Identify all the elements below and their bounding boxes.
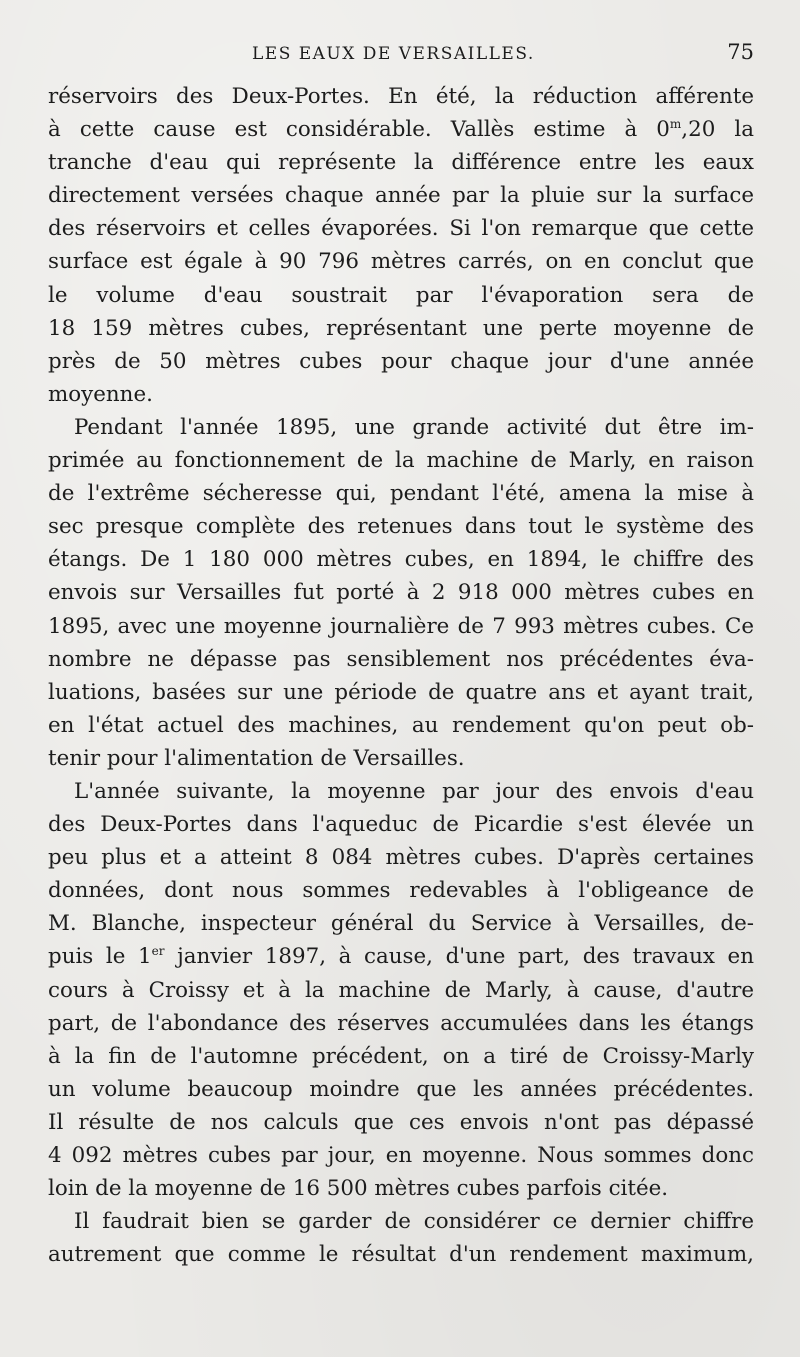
text-line: des réservoirs et celles évaporées. Si l'on remarque que cette xyxy=(48,216,754,242)
text-line: surface est égale à 90 796 mètres carrés, on en conclut que xyxy=(48,249,754,275)
text-line: Il faudrait bien se garder de considérer ce dernier chiffre xyxy=(74,1209,754,1235)
text-line: tranche d'eau qui représente la différence entre les eaux xyxy=(48,150,754,176)
text-line: de l'extrême sécheresse qui, pendant l'été, amena la mise à xyxy=(48,481,754,507)
text-line: sec presque complète des retenues dans tout le système des xyxy=(48,514,754,540)
text-line: M. Blanche, inspecteur général du Service à Versailles, de- xyxy=(48,911,754,937)
text-line: Pendant l'année 1895, une grande activité dut être im- xyxy=(74,414,754,440)
text-line: directement versées chaque année par la pluie sur la surface xyxy=(48,183,754,209)
text-line: part, de l'abondance des réserves accumulées dans les étangs xyxy=(48,1010,754,1036)
text-line: loin de la moyenne de 16 500 mètres cubes parfois citée. xyxy=(48,1176,669,1202)
paragraph xyxy=(48,80,754,411)
text-line: 4 092 mètres cubes par jour, en moyenne. Nous sommes donc xyxy=(48,1143,754,1168)
text-line: autrement que comme le résultat d'un rendement maximum, xyxy=(48,1242,754,1268)
page-header xyxy=(48,40,754,80)
text-line: puis le 1er janvier 1897, à cause, d'une part, des travaux en xyxy=(48,944,754,970)
text-line: un volume beaucoup moindre que les années précédentes. xyxy=(48,1076,754,1102)
text-line: 18 159 mètres cubes, représentant une perte moyenne de xyxy=(48,315,754,341)
paragraph xyxy=(48,775,754,1205)
superscript: m xyxy=(669,116,682,131)
text-line: près de 50 mètres cubes pour chaque jour d'une année xyxy=(48,348,754,374)
page-number: 75 xyxy=(727,40,754,64)
text-line: luations, basées sur une période de quatre ans et ayant trait, xyxy=(48,679,754,705)
superscript: er xyxy=(151,944,165,959)
text-line: réservoirs des Deux-Portes. En été, la réduction afférente xyxy=(48,84,754,109)
text-line: le volume d'eau soustrait par l'évaporation sera de xyxy=(48,282,754,308)
text-line: données, dont nous sommes redevables à l'obligeance de xyxy=(48,878,754,904)
paragraph xyxy=(48,411,754,775)
text-line: nombre ne dépasse pas sensiblement nos précédentes éva- xyxy=(48,646,754,672)
text-line: primée au fonctionnement de la machine de Marly, en raison xyxy=(48,448,754,474)
text-line: 1895, avec une moyenne journalière de 7 993 mètres cubes. Ce xyxy=(48,613,754,639)
text-line: des Deux-Portes dans l'aqueduc de Picardie s'est élevée un xyxy=(48,812,754,838)
body-text xyxy=(48,80,754,1271)
text-line: Il résulte de nos calculs que ces envois n'ont pas dépassé xyxy=(48,1109,754,1135)
text-line: moyenne. xyxy=(48,381,153,407)
text-line: peu plus et a atteint 8 084 mètres cubes. D'après certaines xyxy=(48,845,754,871)
paragraph xyxy=(48,1205,754,1271)
text-line: en l'état actuel des machines, au rendement qu'on peut ob- xyxy=(48,712,754,738)
text-line: à la fin de l'automne précédent, on a tiré de Croissy-Marly xyxy=(48,1043,754,1069)
text-line: cours à Croissy et à la machine de Marly, à cause, d'autre xyxy=(48,977,754,1003)
text-line: envois sur Versailles fut porté à 2 918 000 mètres cubes en xyxy=(48,580,754,606)
text-line: L'année suivante, la moyenne par jour des envois d'eau xyxy=(74,778,754,804)
text-line: à cette cause est considérable. Vallès estime à 0$^m$,20 la xyxy=(48,116,754,143)
text-line: tenir pour l'alimentation de Versailles. xyxy=(48,745,465,771)
text-line: étangs. De 1 180 000 mètres cubes, en 1894, le chiffre des xyxy=(48,547,754,573)
running-head: LES EAUX DE VERSAILLES. xyxy=(252,44,535,64)
